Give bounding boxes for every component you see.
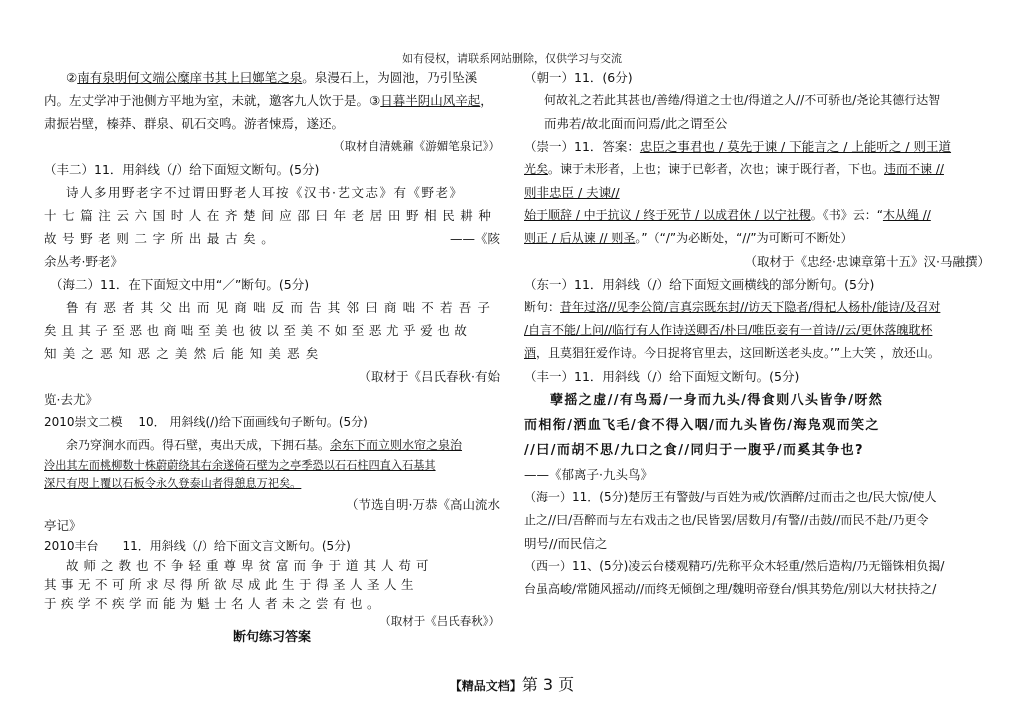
answer-line: 台虽高峻/常随风摇动//而终无倾倒之理/魏明帝登台/惧其势危/别以大材扶持之/ <box>524 582 937 596</box>
answer-line: （崇一）11．答案：忠臣之事君也 / 莫先于谏 / 下能言之 / 上能听之 / 则王道 <box>524 139 952 154</box>
question-heading: 2010崇文二模 10． 用斜线(/)给下面画线句子断句。(5分) <box>44 415 368 429</box>
source-citation: 余丛考·野老》 <box>44 254 123 269</box>
underlined-sentence: 日暮半阴山风辛起 <box>380 93 481 108</box>
answer-line: 而相衔/洒血飞毛/食不得入咽/而九头皆伤/海凫观而笑之 <box>524 418 880 433</box>
answer-line: 断句：昔年过洛//见李公简/言真宗既东封//访天下隐者/得杞人杨朴/能诗/及召对 <box>524 300 941 314</box>
source-citation: （取材于《忠经·忠谏章第十五》汉·马融撰） <box>744 254 990 269</box>
answers-title: 断句练习答案 <box>232 630 311 645</box>
underlined-passage: 深尺有咫上覆以石板令永久登泰山者得憩息万祀矣。 <box>44 477 302 490</box>
answer-line: 止之//曰/吾醉而与左右戏击之也/民皆罢/居数月/有警//击鼓//而民不赴/乃更令 <box>524 513 929 527</box>
watermark-notice: 如有侵权，请联系网站删除，仅供学习与交流 <box>402 52 622 65</box>
question-heading: （海二）11．在下面短文中用“／”断句。(5分) <box>50 277 310 292</box>
question-heading: 2010丰台 11．用斜线（/）给下面文言文断句。(5分) <box>44 539 351 553</box>
underlined-passage: 泠出其左而桃柳数十株蔚蔚绕其右余遂倚石壁为之亭季恐以石石柱四直入石基其 <box>44 459 436 472</box>
answer-line: 何故礼之若此其甚也/善绻/得道之士也/得道之人//不可骄也/尧论其德行达智 <box>544 93 941 107</box>
source-citation: （取材自清姚鼐《游媚笔泉记》） <box>333 139 500 153</box>
source-citation: （取材于《吕氏春秋》） <box>379 614 500 628</box>
footer-label: 【精品文档】 <box>449 679 522 693</box>
source-citation: ——《郁离子·九头鸟》 <box>524 467 653 482</box>
source-citation: 亭记》 <box>44 518 82 533</box>
passage-line: 十七篇注云六国时人在齐楚间应邵曰年老居田野相民耕种 <box>44 208 497 223</box>
question-heading: （丰二）11．用斜线（/）给下面短文断句。(5分) <box>44 162 320 177</box>
answer-line: （海一）11．(5分)楚厉王有警鼓/与百姓为戒/饮酒醉/过而击之也/民大惊/使人 <box>524 490 937 504</box>
underlined-sentence: 南有泉明何文端公糜庠书其上曰嫏笔之泉 <box>77 70 303 85</box>
passage-line: 知美之恶知恶之美然后能知美恶矣 <box>44 346 325 361</box>
answer-line: /自言不能/上问//临行有人作诗送卿否/朴曰/唯臣妾有一首诗//云/更休落魄耽杯 <box>524 323 933 337</box>
answer-line: 明号//而民信之 <box>524 536 608 551</box>
answer-line: 则非忠臣 / 夫谏// <box>524 185 620 200</box>
answer-line: 则正 / 后从谏 // 则圣。”（“/”为必断处，“//”为可断可不断处） <box>524 231 853 245</box>
passage-line: 故号野老则二字所出最古矣。 ——《陔 <box>44 231 500 246</box>
passage-line: 于疾学不疾学而能为魁士名人者未之尝有也。 <box>44 596 385 611</box>
text-line: 肃振岩壁，榛莽、群泉、矶石交鸣。游者悚焉，遂还。 <box>44 116 345 131</box>
question-heading: （东一）11．用斜线（/）给下面短文画横线的部分断句。(5分) <box>524 277 875 292</box>
question-heading: （丰一）11．用斜线（/）给下面短文断句。(5分) <box>524 369 800 384</box>
answer-line: //曰/而胡不思/九口之食//同归于一腹乎/而奚其争也? <box>524 443 864 458</box>
passage-line: 其事无不可所求尽得所欲尽成此生于得圣人圣人生 <box>44 577 419 592</box>
passage-line: 诗人多用野老字不过谓田野老人耳按《汉书·艺文志》有《野老》 <box>66 185 464 200</box>
passage-line: 鲁有恶者其父出而见商咄反而告其邻曰商咄不若吾子 <box>66 300 497 315</box>
answer-line: 始于顺辞 / 中于抗议 / 终于死节 / 以成君休 / 以宁社稷。《书》云：“木从绳 // <box>524 208 931 222</box>
answer-line: 光矣。谏于未形者，上也；谏于已彰者，次也；谏于既行者，下也。违而不谏 // <box>524 162 944 176</box>
left-column <box>44 66 500 647</box>
answer-line: 孽摇之虚//有鸟焉/一身而九头/得食则八头皆争/呀然 <box>550 393 884 408</box>
answer-line: 而弗若/故北面而问焉/此之谓至公 <box>544 116 728 131</box>
text-line: 内。左丈学冲于池侧方平地为室，未就，邀客九人饮于是。③日暮半阴山风辛起， <box>44 93 493 108</box>
text-line: ②南有泉明何文端公糜庠书其上曰嫏笔之泉。泉漫石上，为圆池，乃引坠溪 <box>66 70 478 85</box>
page-number: 3 <box>542 675 554 694</box>
source-citation: （节选自明·万恭《高山流水 <box>346 497 500 512</box>
passage-line: 故师之教也不争轻重尊卑贫富而争于道其人苟可 <box>66 558 434 573</box>
answer-line: 酒，且莫猖狂爱作诗。今日捉将官里去，这回断送老头皮。’”上大笑 ，放还山。 <box>524 346 940 360</box>
source-citation: 览·去尤》 <box>44 392 98 407</box>
page-footer: 【精品文档】第 3 页 <box>449 675 575 694</box>
question-heading: （朝一）11．(6分) <box>524 70 633 85</box>
passage-line: 矣且其子至恶也商咄至美也彼以至美不如至恶尤乎爱也故 <box>44 323 472 338</box>
answer-line: （西一）11、(5分)凌云台楼观精巧/先称平众木轻重/然后造构/乃无锱铢相负揭/ <box>524 559 945 573</box>
source-citation: （取材于《吕氏春秋·有始 <box>358 369 500 384</box>
right-column <box>524 66 990 601</box>
passage-line: 余乃穿涧水而西。得石壁，夷出天成，下拥石基。余东下而立则水帘之泉治 <box>66 438 463 452</box>
